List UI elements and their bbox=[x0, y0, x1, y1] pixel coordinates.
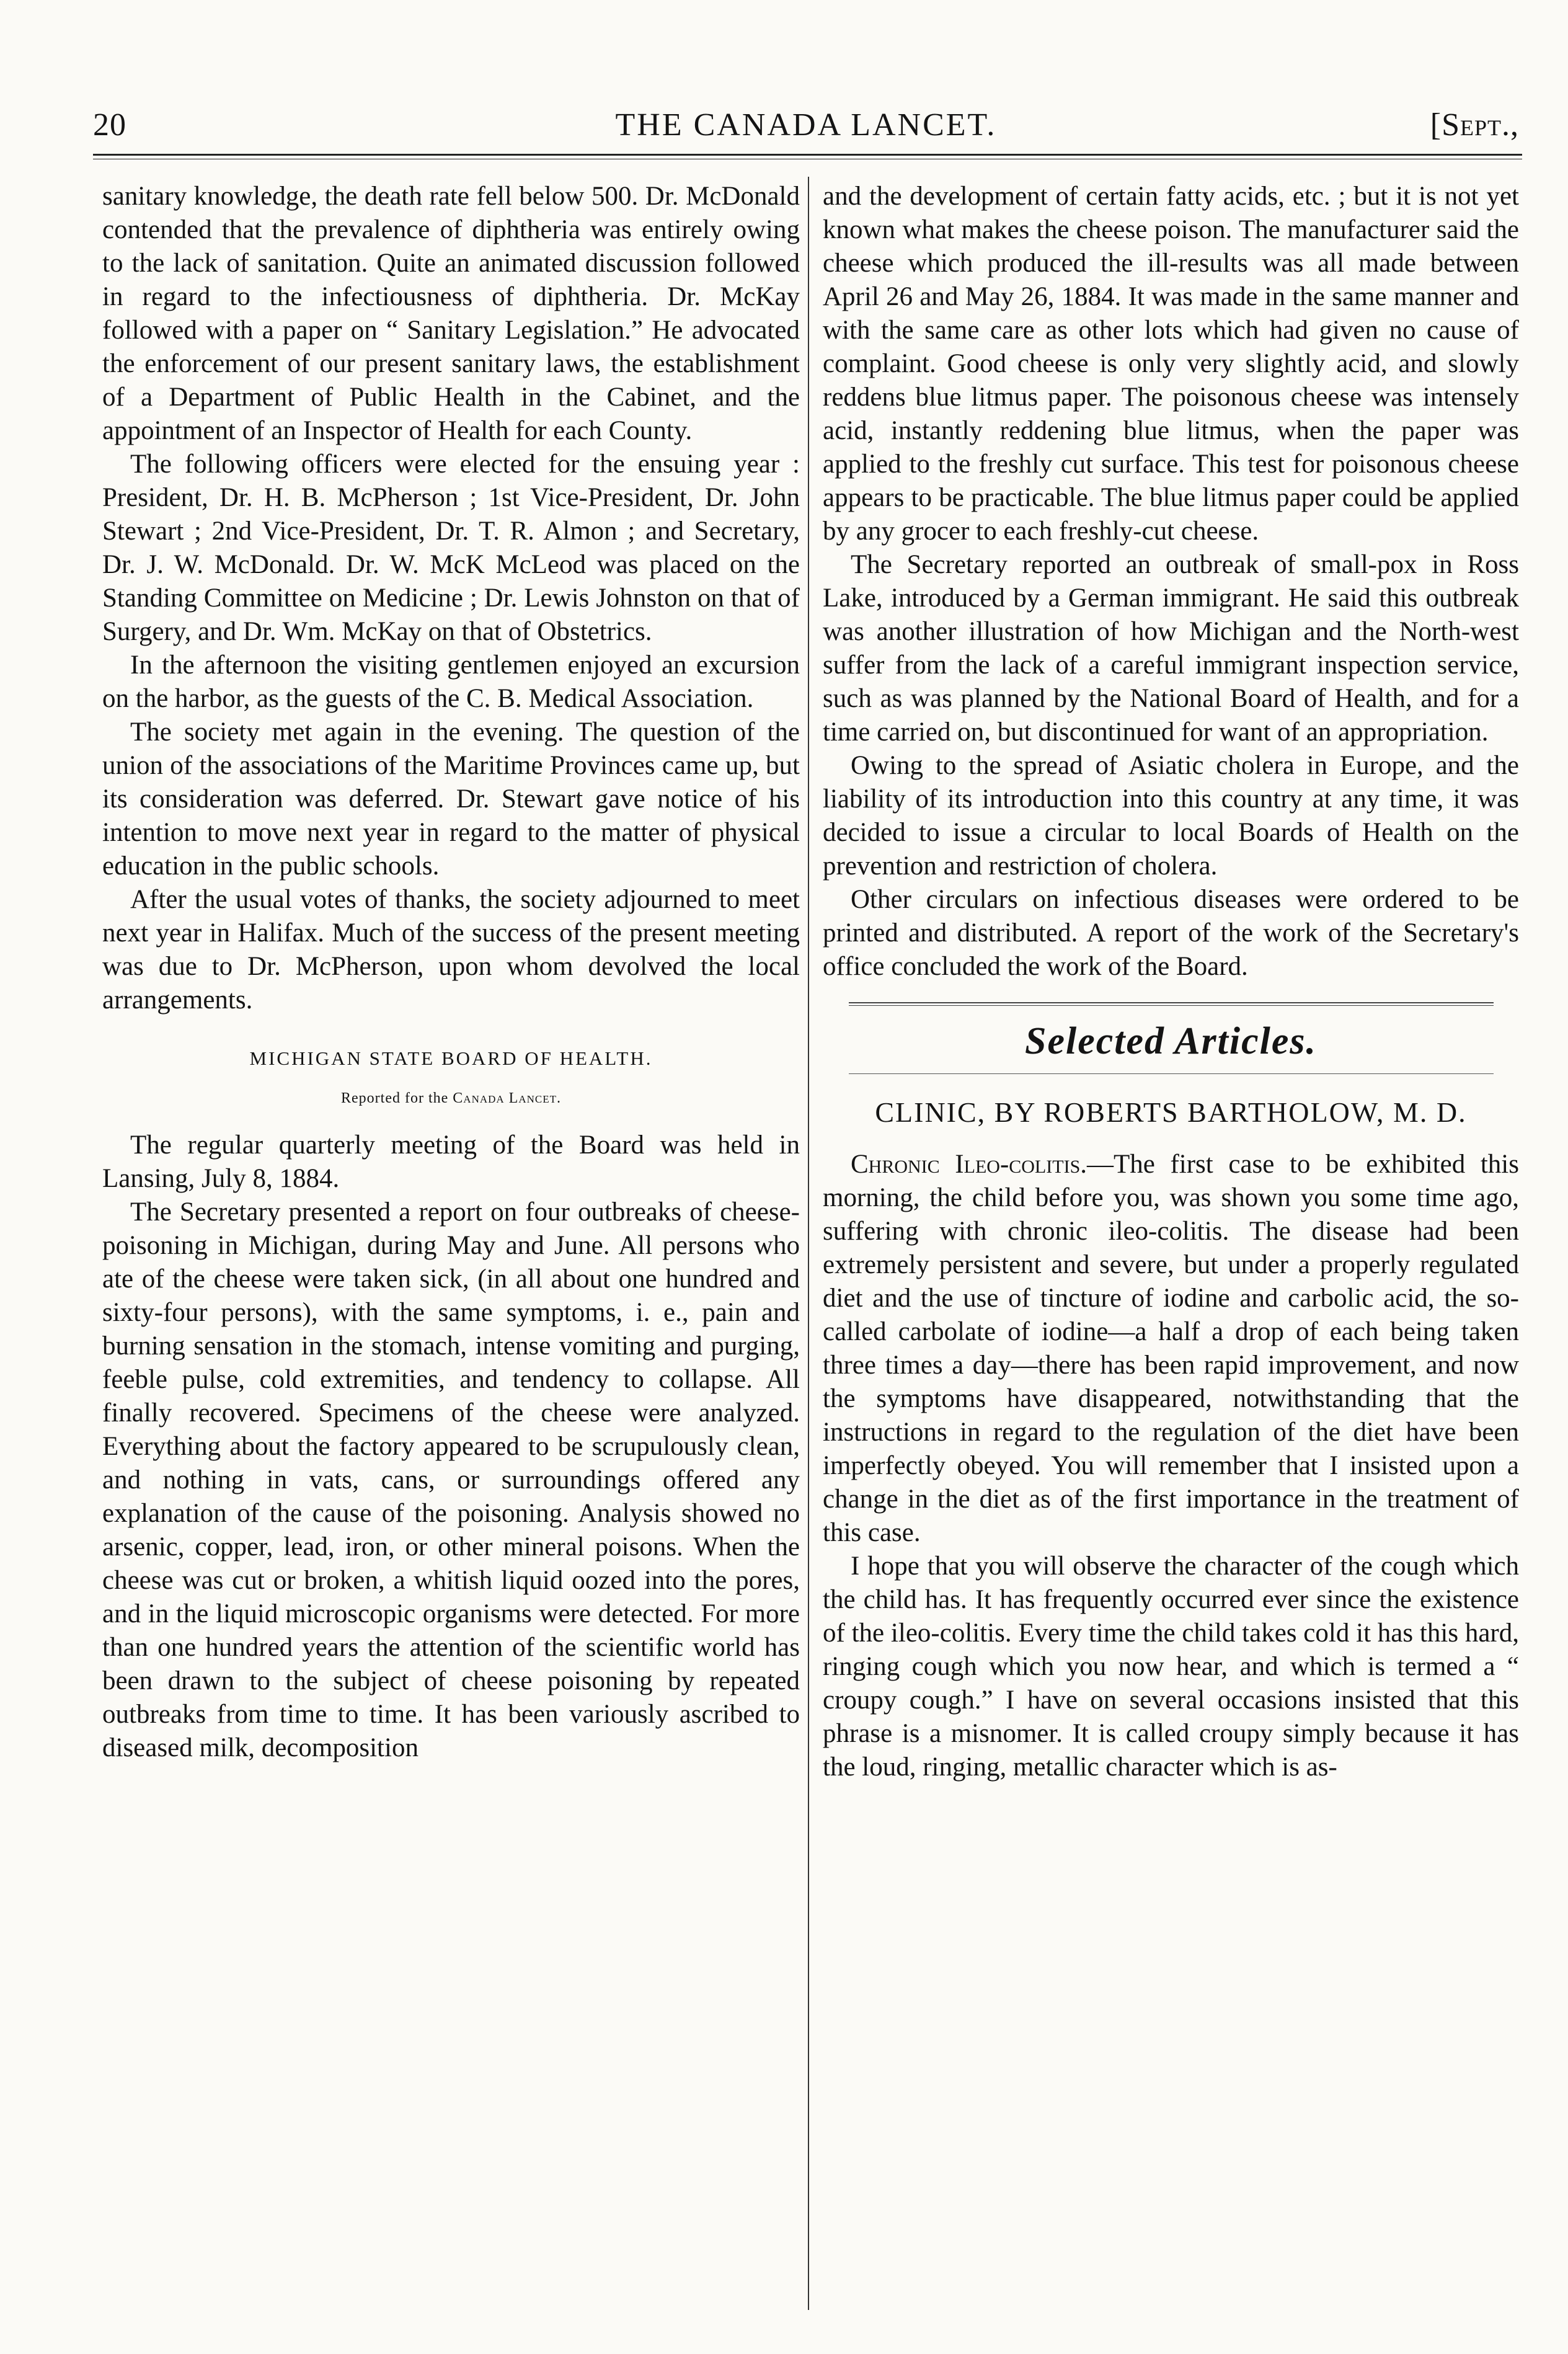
column-divider bbox=[808, 177, 809, 2310]
journal-title: THE CANADA LANCET. bbox=[615, 107, 997, 143]
clinic-lead: Chronic Ileo-colitis. bbox=[851, 1150, 1087, 1179]
paragraph: The regular quarterly meeting of the Board was held in Lansing, July 8, 1884. bbox=[102, 1130, 800, 1193]
paragraph: The society met again in the evening. The question of the union of the associations of the Maritime Provinces came up, but its consideration was deferred. Dr. Stewart gave notice of his intention to move next year in regard to the matter of physical education in the public schools. bbox=[102, 717, 800, 881]
byline bbox=[102, 1082, 800, 1115]
right-column bbox=[823, 180, 1519, 1784]
header-rule bbox=[93, 154, 1522, 156]
paragraph: The Secretary reported an outbreak of small-pox in Ross Lake, introduced by a German immigrant. He said this outbreak was another illustration of how Michigan and the North-west suffer from the lack of a careful immigrant inspection service, such as was planned by the National Board of Health, and for a time carried on, but discontinued for want of an appropriation. bbox=[823, 550, 1519, 747]
selected-articles-heading: Selected Articles. bbox=[1024, 1020, 1318, 1062]
paragraph: In the afternoon the visiting gentlemen enjoyed an excursion on the harbor, as the guests of the C. B. Medical Association. bbox=[102, 651, 800, 713]
section-rule-thin bbox=[849, 1073, 1494, 1074]
section-heading: MICHIGAN STATE BOARD OF HEALTH. bbox=[249, 1047, 653, 1069]
issue-month: [Sept., bbox=[1430, 107, 1519, 143]
clinic-paragraph bbox=[823, 1148, 1519, 1550]
byline-prefix: Reported for the bbox=[341, 1090, 449, 1106]
paragraph: The following officers were elected for the ensuing year : President, Dr. H. B. McPherson ; 1st Vice-President, Dr. John Stewart ; 2nd Vice-President, Dr. T. R. Almon ; and Secretary, Dr. J. W. McDonald. Dr. W. McK McLeod was placed on the Standing Committee on Medicine ; Dr. Lewis Johnston on that of Surgery, and Dr. Wm. McKay on that of Obstetrics. bbox=[102, 450, 800, 646]
clinic-title: CLINIC, BY ROBERTS BARTHOLOW, M. D. bbox=[875, 1096, 1467, 1128]
paragraph: After the usual votes of thanks, the society adjourned to meet next year in Halifax. Much of the success of the present meeting was due to Dr. McPherson, upon whom devolved the local arrangements. bbox=[102, 885, 800, 1015]
section-rule bbox=[849, 1002, 1494, 1006]
page-number: 20 bbox=[93, 107, 126, 143]
paragraph: Owing to the spread of Asiatic cholera in Europe, and the liability of its introduction into this country at any time, it was decided to issue a circular to local Boards of Health on the prevention and restriction of cholera. bbox=[823, 751, 1519, 881]
paragraph: and the development of certain fatty acids, etc. ; but it is not yet known what makes the cheese poison. The manufacturer said the cheese which produced the ill-results was all made between April 26 and May 26, 1884. It was made in the same manner and with the same care as other lots which had given no cause of complaint. Good cheese is only very slightly acid, and slowly reddens blue litmus paper. The poisonous cheese was intensely acid, instantly reddening blue litmus, when the paper was applied to the freshly cut surface. This test for poisonous cheese appears to be practicable. The blue litmus paper could be applied by any grocer to each freshly-cut cheese. bbox=[823, 182, 1519, 546]
page-header bbox=[93, 107, 1519, 156]
clinic-paragraph-text: —The first case to be exhibited this morning, the child before you, was shown you some time ago, suffering with chronic ileo-colitis. The disease had been extremely persistent and severe, but under a properly regulated diet and the use of tincture of iodine and carbolic acid, the so-called carbolate of iodine—a half a drop of each being taken three times a day—there has been rapid improvement, and now the symptoms have disappeared, notwithstanding that the instructions in regard to the regulation of the diet have been imperfectly obeyed. You will remember that I insisted upon a change in the diet as of the first importance in the treatment of this case. bbox=[823, 1150, 1519, 1547]
paragraph: sanitary knowledge, the death rate fell below 500. Dr. McDonald contended that the prevalence of diphtheria was entirely owing to the lack of sanitation. Quite an animated discussion followed in regard to the infectiousness of diphtheria. Dr. McKay followed with a paper on “ Sanitary Legislation.” He advocated the enforcement of our present sanitary laws, the establishment of a Department of Public Health in the Cabinet, and the appointment of an Inspector of Health for each County. bbox=[102, 182, 800, 445]
byline-journal: Canada Lancet. bbox=[453, 1090, 561, 1106]
paragraph: The Secretary presented a report on four outbreaks of cheese-poisoning in Michigan, during May and June. All persons who ate of the cheese were taken sick, (in all about one hundred and sixty-four persons), with the same symptoms, i. e., pain and burning sensation in the stomach, intense vomiting and purging, feeble pulse, cold extremities, and tendency to collapse. All finally recovered. Specimens of the cheese were analyzed. Everything about the factory appeared to be scrupulously clean, and nothing in vats, cans, or surroundings offered any explanation of the cause of the poisoning. Analysis showed no arsenic, copper, lead, iron, or other mineral poisons. When the cheese was cut or broken, a whitish liquid oozed into the pores, and in the liquid microscopic organisms were detected. For more than one hundred years the attention of the scientific world has been drawn to the subject of cheese poisoning by repeated outbreaks from time to time. It has been variously ascribed to diseased milk, decomposition bbox=[102, 1197, 800, 1762]
paragraph: Other circulars on infectious diseases were ordered to be printed and distributed. A report of the work of the Secretary's office concluded the work of the Board. bbox=[823, 885, 1519, 981]
paragraph: I hope that you will observe the character of the cough which the child has. It has frequently occurred ever since the existence of the ileo-colitis. Every time the child takes cold it has this hard, ringing cough which you now hear, and which is termed a “ croupy cough.” I have on several occasions insisted that this phrase is a misnomer. It is called croupy simply because it has the loud, ringing, metallic character which is as- bbox=[823, 1552, 1519, 1782]
left-column bbox=[102, 180, 800, 1765]
